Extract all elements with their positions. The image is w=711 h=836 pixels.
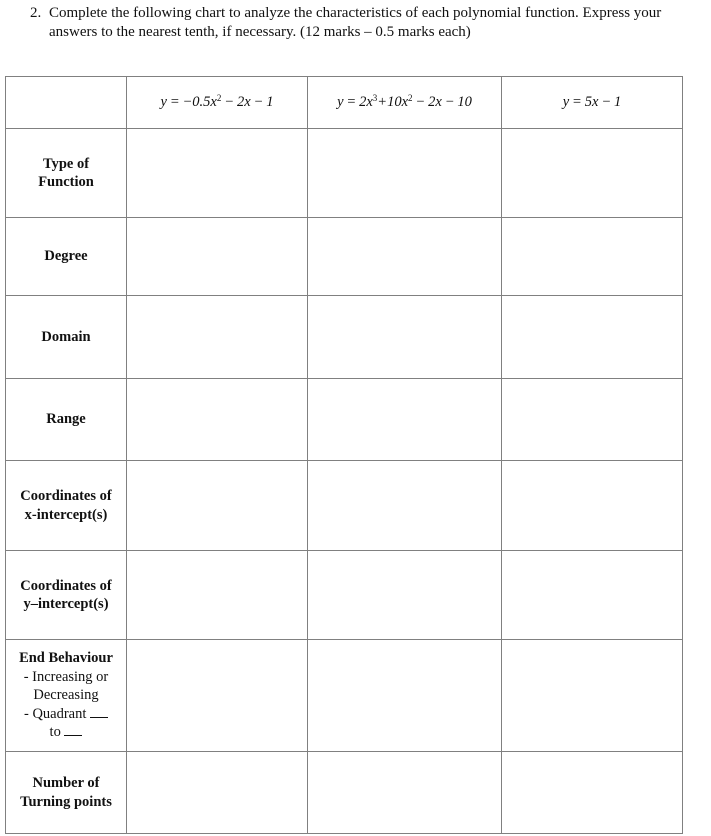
answer-cell[interactable] (127, 551, 308, 640)
row-y-intercepts (6, 551, 683, 640)
answer-cell[interactable] (308, 296, 502, 379)
function-header-cubic: $y = 2x^3+10x^2 - 2x - 10$ (308, 77, 502, 129)
function-header-linear: y = 5x − 1 (502, 77, 683, 129)
answer-cell[interactable] (502, 461, 683, 551)
question-block (30, 4, 700, 41)
row-end-behaviour (6, 640, 683, 752)
answer-cell[interactable] (502, 640, 683, 752)
row-x-intercepts (6, 461, 683, 551)
row-label-y-intercepts: Coordinates of y–intercept(s) (6, 551, 127, 640)
row-domain (6, 296, 683, 379)
answer-cell[interactable] (308, 551, 502, 640)
row-label-range: Range (6, 379, 127, 461)
row-label-x-intercepts: Coordinates of x-intercept(s) (6, 461, 127, 551)
answer-cell[interactable] (127, 752, 308, 834)
answer-cell[interactable] (502, 129, 683, 218)
row-range (6, 379, 683, 461)
polynomial-chart (5, 76, 683, 834)
answer-cell[interactable] (308, 461, 502, 551)
row-label-turning-points: Number of Turning points (6, 752, 127, 834)
question-text: Complete the following chart to analyze the characteristics of each polynomial function. Express your answers to the nearest tenth, if necessary. (12 marks – 0.5 marks each) (49, 5, 662, 40)
answer-cell[interactable] (308, 379, 502, 461)
row-label-domain: Domain (6, 296, 127, 379)
answer-cell[interactable] (502, 551, 683, 640)
blank-line (64, 723, 82, 736)
row-type (6, 129, 683, 218)
answer-cell[interactable] (502, 752, 683, 834)
answer-cell[interactable] (502, 296, 683, 379)
answer-cell[interactable] (502, 218, 683, 296)
answer-cell[interactable] (127, 379, 308, 461)
answer-cell[interactable] (127, 129, 308, 218)
question-number: 2. (30, 5, 42, 21)
row-degree (6, 218, 683, 296)
row-label-end-behaviour: End Behaviour - Increasing or Decreasing - Quadrant to (6, 640, 127, 752)
answer-cell[interactable] (127, 640, 308, 752)
answer-cell[interactable] (308, 129, 502, 218)
blank-line (90, 705, 108, 718)
answer-cell[interactable] (308, 640, 502, 752)
answer-cell[interactable] (502, 379, 683, 461)
answer-cell[interactable] (308, 752, 502, 834)
row-turning-points (6, 752, 683, 834)
row-label-type: Type of Function (6, 129, 127, 218)
row-label-degree: Degree (6, 218, 127, 296)
function-header-quadratic: $y = -0.5x^2 - 2x - 1$ (127, 77, 308, 129)
answer-cell[interactable] (127, 296, 308, 379)
answer-cell[interactable] (127, 218, 308, 296)
answer-cell[interactable] (308, 218, 502, 296)
answer-cell[interactable] (127, 461, 308, 551)
header-row (6, 77, 683, 129)
corner-cell (6, 77, 127, 129)
